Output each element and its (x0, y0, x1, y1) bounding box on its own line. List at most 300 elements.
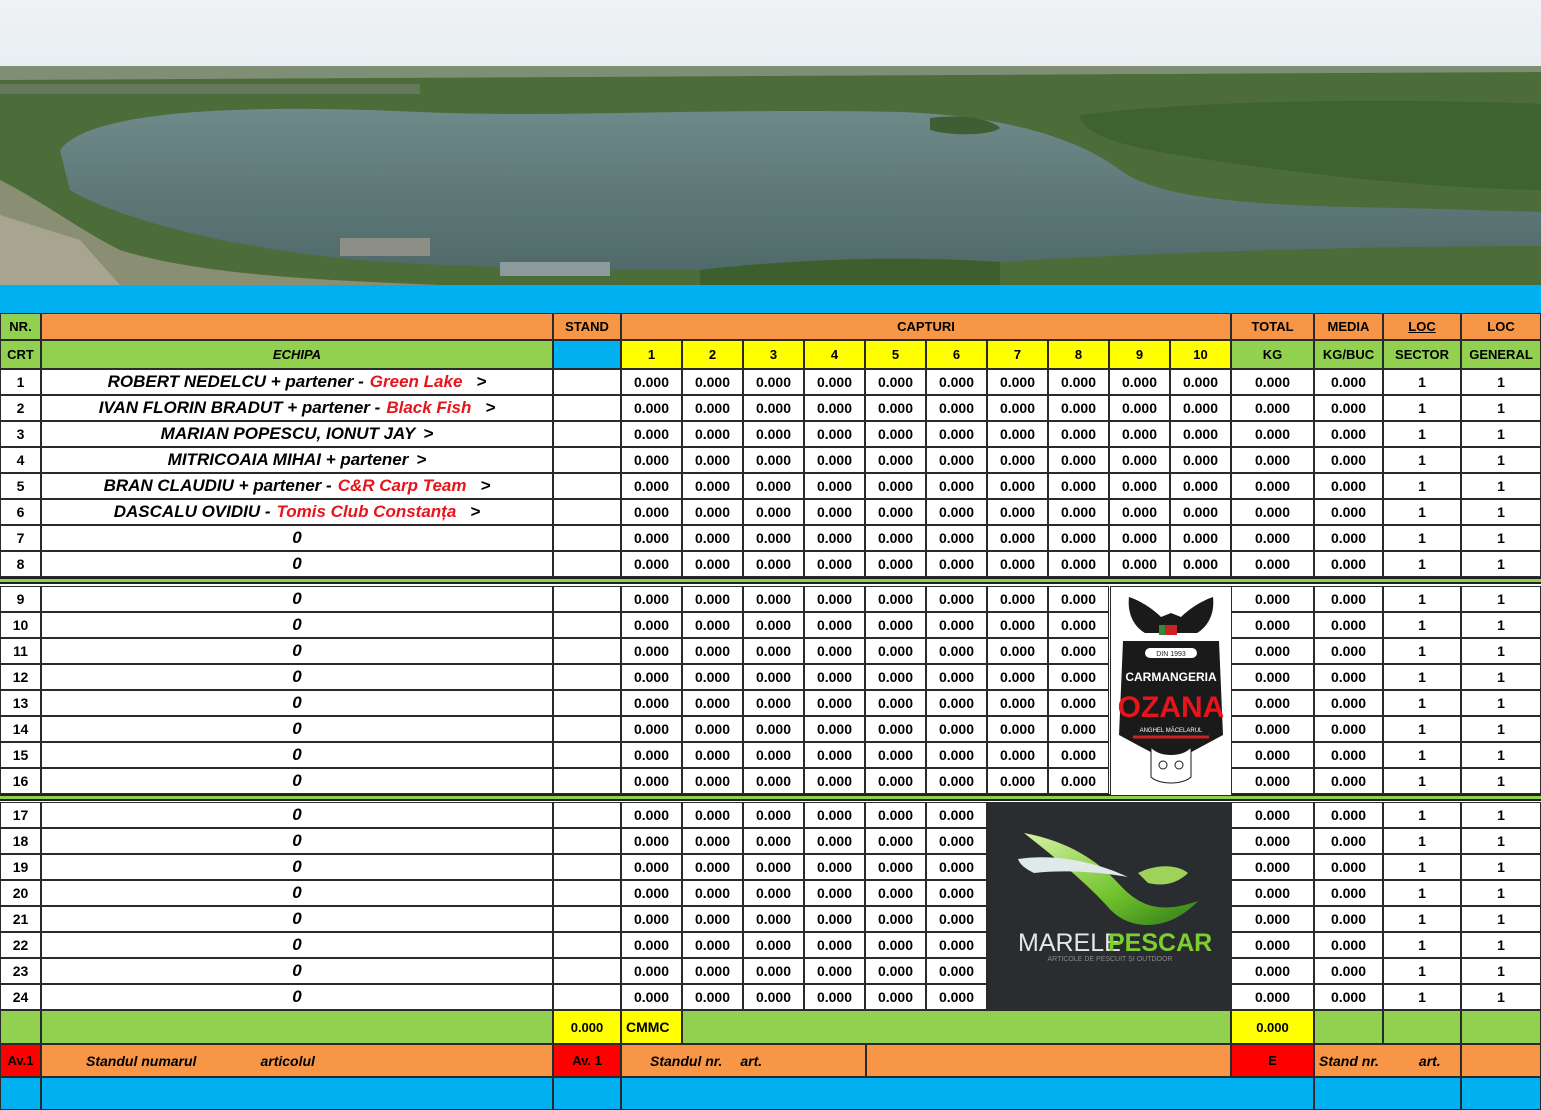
capture-cell[interactable]: 0.000 (865, 586, 926, 612)
capture-cell[interactable]: 0.000 (743, 854, 804, 880)
capture-cell[interactable]: 0.000 (865, 690, 926, 716)
capture-cell[interactable]: 0.000 (804, 395, 865, 421)
team-name-cell[interactable] (41, 638, 553, 664)
capture-cell[interactable]: 0.000 (865, 525, 926, 551)
team-name-cell[interactable] (41, 473, 553, 499)
capture-cell[interactable]: 0.000 (926, 716, 987, 742)
team-name-cell[interactable] (41, 421, 553, 447)
capture-cell[interactable]: 0.000 (865, 499, 926, 525)
team-name-cell[interactable] (41, 447, 553, 473)
capture-cell[interactable]: 0.000 (621, 802, 682, 828)
total-kg-cell: 0.000 (1231, 854, 1314, 880)
capture-cell[interactable]: 0.000 (682, 690, 743, 716)
capture-cell[interactable]: 0.000 (682, 958, 743, 984)
capture-cell[interactable]: 0.000 (1109, 369, 1170, 395)
capture-cell[interactable]: 0.000 (865, 716, 926, 742)
row-nr: 3 (0, 421, 41, 447)
capture-cell[interactable]: 0.000 (682, 932, 743, 958)
capture-cell[interactable]: 0.000 (621, 369, 682, 395)
team-name-cell[interactable] (41, 958, 553, 984)
capture-cell[interactable]: 0.000 (987, 638, 1048, 664)
loc-sector-cell: 1 (1383, 690, 1461, 716)
stand-cell[interactable] (553, 473, 621, 499)
stand-cell[interactable] (553, 690, 621, 716)
capture-cell[interactable]: 0.000 (743, 421, 804, 447)
team-name: 0 (292, 745, 302, 764)
capture-cell[interactable]: 0.000 (926, 369, 987, 395)
team-name-cell[interactable] (41, 395, 553, 421)
stand-cell[interactable] (553, 742, 621, 768)
team-arrow: > (416, 450, 427, 469)
total-kg-cell: 0.000 (1231, 395, 1314, 421)
capture-cell[interactable]: 0.000 (621, 742, 682, 768)
media-cell: 0.000 (1314, 664, 1383, 690)
capture-cell[interactable]: 0.000 (926, 612, 987, 638)
capture-cell[interactable]: 0.000 (926, 854, 987, 880)
capture-cell[interactable]: 0.000 (621, 768, 682, 794)
capture-cell[interactable]: 0.000 (804, 742, 865, 768)
stand-cell[interactable] (553, 958, 621, 984)
team-name-cell[interactable] (41, 369, 553, 395)
stand-cell[interactable] (553, 586, 621, 612)
stand-cell[interactable] (553, 664, 621, 690)
team-name-cell[interactable] (41, 768, 553, 794)
team-name-cell[interactable] (41, 586, 553, 612)
capture-cell[interactable]: 0.000 (926, 447, 987, 473)
capture-cell[interactable]: 0.000 (804, 473, 865, 499)
capture-cell[interactable]: 0.000 (743, 828, 804, 854)
capture-cell[interactable]: 0.000 (804, 854, 865, 880)
footer-green-b (41, 1010, 553, 1044)
capture-cell[interactable]: 0.000 (682, 716, 743, 742)
carmangeria-tagline: ANGHEL MĂCELARUL (1139, 728, 1203, 734)
capture-cell[interactable]: 0.000 (865, 421, 926, 447)
header-kg-buc: KG/BUC (1314, 340, 1383, 369)
stand-cell[interactable] (553, 802, 621, 828)
capture-cell[interactable]: 0.000 (1170, 421, 1231, 447)
capture-cell[interactable]: 0.000 (865, 664, 926, 690)
capture-cell[interactable]: 0.000 (1048, 742, 1109, 768)
capture-cell[interactable]: 0.000 (987, 690, 1048, 716)
art-label: art. (740, 1052, 763, 1069)
capture-cell[interactable]: 0.000 (1048, 473, 1109, 499)
stand-cell[interactable] (553, 984, 621, 1010)
capture-cell[interactable]: 0.000 (804, 586, 865, 612)
capture-cell[interactable]: 0.000 (1048, 768, 1109, 794)
capture-cell[interactable]: 0.000 (987, 612, 1048, 638)
capture-cell[interactable]: 0.000 (926, 880, 987, 906)
capture-cell[interactable]: 0.000 (804, 421, 865, 447)
capture-cell[interactable]: 0.000 (926, 768, 987, 794)
capture-cell[interactable]: 0.000 (987, 551, 1048, 577)
header-total: TOTAL (1231, 313, 1314, 340)
stand-cell[interactable] (553, 932, 621, 958)
team-name: 0 (292, 667, 302, 686)
media-cell: 0.000 (1314, 854, 1383, 880)
capture-cell[interactable]: 0.000 (621, 586, 682, 612)
capture-cell[interactable]: 0.000 (987, 525, 1048, 551)
capture-cell[interactable]: 0.000 (682, 742, 743, 768)
header-capturi: CAPTURI (621, 313, 1231, 340)
capture-cell[interactable]: 0.000 (621, 395, 682, 421)
capture-cell[interactable]: 0.000 (1109, 473, 1170, 499)
capture-cell[interactable]: 0.000 (743, 447, 804, 473)
capture-cell[interactable]: 0.000 (621, 421, 682, 447)
capture-cell[interactable]: 0.000 (1109, 447, 1170, 473)
capture-cell[interactable]: 0.000 (682, 395, 743, 421)
team-name-cell[interactable] (41, 906, 553, 932)
team-name-cell[interactable] (41, 932, 553, 958)
capture-cell[interactable]: 0.000 (804, 499, 865, 525)
capture-cell[interactable]: 0.000 (743, 473, 804, 499)
team-name-cell[interactable] (41, 664, 553, 690)
capture-cell[interactable]: 0.000 (865, 395, 926, 421)
team-name: MARIAN POPESCU, IONUT JAY (160, 424, 416, 443)
media-cell: 0.000 (1314, 768, 1383, 794)
capture-cell[interactable]: 0.000 (743, 932, 804, 958)
capture-cell[interactable]: 0.000 (926, 828, 987, 854)
capture-cell[interactable]: 0.000 (1048, 525, 1109, 551)
capture-cell[interactable]: 0.000 (865, 880, 926, 906)
stand-cell[interactable] (553, 906, 621, 932)
capture-cell[interactable]: 0.000 (865, 742, 926, 768)
capture-cell[interactable]: 0.000 (1170, 551, 1231, 577)
capture-cell[interactable]: 0.000 (743, 395, 804, 421)
capture-cell[interactable]: 0.000 (621, 499, 682, 525)
capture-cell[interactable]: 0.000 (682, 880, 743, 906)
capture-cell[interactable]: 0.000 (987, 395, 1048, 421)
team-name-cell[interactable] (41, 525, 553, 551)
team-name-cell[interactable] (41, 802, 553, 828)
capture-cell[interactable]: 0.000 (1048, 447, 1109, 473)
capture-cell[interactable]: 0.000 (926, 395, 987, 421)
team-name: 0 (292, 987, 302, 1006)
capture-cell[interactable]: 0.000 (1048, 499, 1109, 525)
capture-cell[interactable]: 0.000 (621, 880, 682, 906)
capture-cell[interactable]: 0.000 (1109, 551, 1170, 577)
capture-cell[interactable]: 0.000 (865, 854, 926, 880)
capture-cell[interactable]: 0.000 (743, 716, 804, 742)
capture-cell[interactable]: 0.000 (865, 984, 926, 1010)
loc-general-cell: 1 (1461, 499, 1541, 525)
footer-green-d (1314, 1010, 1383, 1044)
capture-cell[interactable]: 0.000 (804, 447, 865, 473)
loc-sector-cell: 1 (1383, 932, 1461, 958)
total-kg-cell: 0.000 (1231, 664, 1314, 690)
team-name-cell[interactable] (41, 828, 553, 854)
capture-cell[interactable]: 0.000 (865, 932, 926, 958)
media-cell: 0.000 (1314, 880, 1383, 906)
capture-cell[interactable]: 0.000 (987, 369, 1048, 395)
stand-cell[interactable] (553, 369, 621, 395)
capture-cell[interactable]: 0.000 (1109, 525, 1170, 551)
team-club: Tomis Club Constanța (276, 502, 457, 521)
capture-cell[interactable]: 0.000 (1109, 421, 1170, 447)
team-name: 0 (292, 883, 302, 902)
capture-cell[interactable]: 0.000 (682, 638, 743, 664)
capture-cell[interactable]: 0.000 (682, 499, 743, 525)
capture-cell[interactable]: 0.000 (865, 828, 926, 854)
loc-general-cell: 1 (1461, 742, 1541, 768)
footer-total: 0.000 (1231, 1010, 1314, 1044)
total-kg-cell: 0.000 (1231, 369, 1314, 395)
capture-cell[interactable]: 0.000 (621, 958, 682, 984)
capture-cell[interactable]: 0.000 (865, 906, 926, 932)
stand-cell[interactable] (553, 828, 621, 854)
capture-cell[interactable]: 0.000 (926, 586, 987, 612)
capture-cell[interactable]: 0.000 (804, 369, 865, 395)
capture-cell[interactable]: 0.000 (926, 958, 987, 984)
capture-cell[interactable]: 0.000 (743, 984, 804, 1010)
capture-cell[interactable]: 0.000 (804, 525, 865, 551)
capture-cell[interactable]: 0.000 (865, 612, 926, 638)
capture-cell[interactable]: 0.000 (987, 447, 1048, 473)
capture-cell[interactable]: 0.000 (1109, 395, 1170, 421)
capture-cell[interactable]: 0.000 (1048, 716, 1109, 742)
stand-cell[interactable] (553, 854, 621, 880)
capture-cell[interactable]: 0.000 (926, 664, 987, 690)
capture-cell[interactable]: 0.000 (804, 664, 865, 690)
capture-cell[interactable]: 0.000 (987, 586, 1048, 612)
capture-cell[interactable]: 0.000 (621, 828, 682, 854)
capture-cell[interactable]: 0.000 (804, 690, 865, 716)
capture-cell[interactable]: 0.000 (682, 421, 743, 447)
loc-general-cell: 1 (1461, 716, 1541, 742)
capture-cell[interactable]: 0.000 (926, 638, 987, 664)
capture-cell[interactable]: 0.000 (865, 958, 926, 984)
capture-cell[interactable]: 0.000 (1170, 525, 1231, 551)
stand-nr-label: Stand nr. (1319, 1052, 1379, 1069)
capture-cell[interactable]: 0.000 (804, 612, 865, 638)
capture-cell[interactable]: 0.000 (621, 612, 682, 638)
loc-general-cell: 1 (1461, 612, 1541, 638)
row-nr: 15 (0, 742, 41, 768)
capture-cell[interactable]: 0.000 (682, 473, 743, 499)
capture-cell[interactable]: 0.000 (621, 690, 682, 716)
loc-sector-cell: 1 (1383, 638, 1461, 664)
team-name-cell[interactable] (41, 984, 553, 1010)
capture-cell[interactable]: 0.000 (1048, 664, 1109, 690)
loc-general-cell: 1 (1461, 638, 1541, 664)
capture-cell[interactable]: 0.000 (621, 984, 682, 1010)
capture-cell[interactable]: 0.000 (682, 664, 743, 690)
stand-cell[interactable] (553, 525, 621, 551)
stand-cell[interactable] (553, 395, 621, 421)
capture-cell[interactable]: 0.000 (926, 690, 987, 716)
capture-cell[interactable]: 0.000 (926, 473, 987, 499)
capture-cell[interactable]: 0.000 (926, 984, 987, 1010)
stand-cell[interactable] (553, 768, 621, 794)
capture-cell[interactable]: 0.000 (865, 447, 926, 473)
capture-cell[interactable]: 0.000 (682, 551, 743, 577)
capture-cell[interactable]: 0.000 (865, 638, 926, 664)
capture-cell[interactable]: 0.000 (621, 473, 682, 499)
capture-cell[interactable]: 0.000 (804, 958, 865, 984)
capture-cell[interactable]: 0.000 (926, 742, 987, 768)
capture-cell[interactable]: 0.000 (1170, 447, 1231, 473)
capture-cell[interactable]: 0.000 (743, 499, 804, 525)
capture-cell[interactable]: 0.000 (1048, 690, 1109, 716)
sector-separator (0, 577, 1541, 584)
capture-cell[interactable]: 0.000 (743, 802, 804, 828)
capture-cell[interactable]: 0.000 (682, 447, 743, 473)
capture-cell[interactable]: 0.000 (743, 612, 804, 638)
total-kg-cell: 0.000 (1231, 551, 1314, 577)
capture-cell[interactable]: 0.000 (804, 716, 865, 742)
capture-cell[interactable]: 0.000 (682, 612, 743, 638)
footer-orange-blank (866, 1044, 1231, 1077)
capture-cell[interactable]: 0.000 (621, 932, 682, 958)
capture-cell[interactable]: 0.000 (743, 958, 804, 984)
capture-cell[interactable]: 0.000 (804, 906, 865, 932)
loc-general-cell: 1 (1461, 664, 1541, 690)
stand-cell[interactable] (553, 612, 621, 638)
team-name-cell[interactable] (41, 551, 553, 577)
capture-cell[interactable]: 0.000 (1170, 499, 1231, 525)
team-name: 0 (292, 771, 302, 790)
capture-cell[interactable]: 0.000 (743, 369, 804, 395)
capture-cell[interactable]: 0.000 (865, 369, 926, 395)
capture-cell[interactable]: 0.000 (804, 638, 865, 664)
capture-cell[interactable]: 0.000 (682, 369, 743, 395)
capture-cell[interactable]: 0.000 (926, 906, 987, 932)
capture-cell[interactable]: 0.000 (743, 880, 804, 906)
stand-cell[interactable] (553, 499, 621, 525)
team-name-cell[interactable] (41, 742, 553, 768)
stand-cell[interactable] (553, 447, 621, 473)
stand-cell[interactable] (553, 551, 621, 577)
media-cell: 0.000 (1314, 525, 1383, 551)
capture-cell[interactable]: 0.000 (682, 768, 743, 794)
team-name-cell[interactable] (41, 612, 553, 638)
capture-cell[interactable]: 0.000 (682, 586, 743, 612)
capture-cell[interactable]: 0.000 (621, 716, 682, 742)
total-kg-cell: 0.000 (1231, 473, 1314, 499)
capture-cell[interactable]: 0.000 (987, 421, 1048, 447)
capture-cell[interactable]: 0.000 (804, 984, 865, 1010)
capture-cell[interactable]: 0.000 (682, 525, 743, 551)
capture-cell[interactable]: 0.000 (621, 638, 682, 664)
capture-cell[interactable]: 0.000 (1109, 499, 1170, 525)
loc-sector-cell: 1 (1383, 369, 1461, 395)
capture-cell[interactable]: 0.000 (1048, 395, 1109, 421)
stand-cell[interactable] (553, 638, 621, 664)
capture-cell[interactable]: 0.000 (621, 525, 682, 551)
carmangeria-name2: OZANA (1117, 691, 1225, 724)
capture-cell[interactable]: 0.000 (621, 664, 682, 690)
capture-cell[interactable]: 0.000 (987, 716, 1048, 742)
total-kg-cell: 0.000 (1231, 421, 1314, 447)
stand-cell[interactable] (553, 421, 621, 447)
capture-cell[interactable]: 0.000 (621, 447, 682, 473)
media-cell: 0.000 (1314, 828, 1383, 854)
capture-cell[interactable]: 0.000 (682, 906, 743, 932)
footer-blue-d (621, 1077, 1314, 1110)
capture-cell[interactable]: 0.000 (865, 768, 926, 794)
capture-cell[interactable]: 0.000 (743, 906, 804, 932)
capture-cell[interactable]: 0.000 (1170, 473, 1231, 499)
capture-cell[interactable]: 0.000 (1170, 369, 1231, 395)
capture-cell[interactable]: 0.000 (621, 551, 682, 577)
capture-cell[interactable]: 0.000 (804, 768, 865, 794)
row-nr: 18 (0, 828, 41, 854)
capture-cell[interactable]: 0.000 (804, 932, 865, 958)
stand-cell[interactable] (553, 880, 621, 906)
row-nr: 23 (0, 958, 41, 984)
capture-cell[interactable]: 0.000 (743, 586, 804, 612)
capture-cell[interactable]: 0.000 (743, 525, 804, 551)
capture-cell[interactable]: 0.000 (926, 932, 987, 958)
capture-cell[interactable]: 0.000 (926, 499, 987, 525)
team-name: 0 (292, 589, 302, 608)
capture-cell[interactable]: 0.000 (865, 551, 926, 577)
row-nr: 9 (0, 586, 41, 612)
capture-cell[interactable]: 0.000 (804, 802, 865, 828)
capture-cell[interactable]: 0.000 (1048, 612, 1109, 638)
header-stand-blank (553, 340, 621, 369)
capture-cell[interactable]: 0.000 (621, 854, 682, 880)
capture-cell[interactable]: 0.000 (1048, 369, 1109, 395)
header-capture-col: 2 (682, 340, 743, 369)
capture-cell[interactable]: 0.000 (743, 551, 804, 577)
capture-cell[interactable]: 0.000 (682, 802, 743, 828)
capture-cell[interactable]: 0.000 (804, 880, 865, 906)
capture-cell[interactable]: 0.000 (926, 802, 987, 828)
capture-cell[interactable]: 0.000 (804, 551, 865, 577)
capture-cell[interactable]: 0.000 (743, 742, 804, 768)
capture-cell[interactable]: 0.000 (743, 638, 804, 664)
capture-cell[interactable]: 0.000 (621, 906, 682, 932)
capture-cell[interactable]: 0.000 (926, 525, 987, 551)
capture-cell[interactable]: 0.000 (743, 664, 804, 690)
team-name-cell[interactable] (41, 880, 553, 906)
capture-cell[interactable]: 0.000 (682, 828, 743, 854)
capture-cell[interactable]: 0.000 (743, 690, 804, 716)
capture-cell[interactable]: 0.000 (804, 828, 865, 854)
team-name-cell[interactable] (41, 690, 553, 716)
carmangeria-name1: CARMANGERIA (1125, 670, 1217, 684)
loc-general-cell: 1 (1461, 690, 1541, 716)
av1-mid: Av. 1 (553, 1044, 621, 1077)
team-name-cell[interactable] (41, 499, 553, 525)
capture-cell[interactable]: 0.000 (987, 473, 1048, 499)
capture-cell[interactable]: 0.000 (1048, 586, 1109, 612)
capture-cell[interactable]: 0.000 (1048, 421, 1109, 447)
capture-cell[interactable]: 0.000 (1048, 551, 1109, 577)
capture-cell[interactable]: 0.000 (987, 742, 1048, 768)
capture-cell[interactable]: 0.000 (865, 802, 926, 828)
capture-cell[interactable]: 0.000 (926, 551, 987, 577)
footer-green-a (0, 1010, 41, 1044)
team-name: 0 (292, 693, 302, 712)
capture-cell[interactable]: 0.000 (987, 664, 1048, 690)
capture-cell[interactable]: 0.000 (987, 768, 1048, 794)
capture-cell[interactable]: 0.000 (682, 854, 743, 880)
capture-cell[interactable]: 0.000 (987, 499, 1048, 525)
capture-cell[interactable]: 0.000 (682, 984, 743, 1010)
team-name-cell[interactable] (41, 716, 553, 742)
capture-cell[interactable]: 0.000 (1170, 395, 1231, 421)
capture-cell[interactable]: 0.000 (1048, 638, 1109, 664)
loc-sector-cell: 1 (1383, 828, 1461, 854)
loc-general-cell: 1 (1461, 421, 1541, 447)
capture-cell[interactable]: 0.000 (743, 768, 804, 794)
team-name-cell[interactable] (41, 854, 553, 880)
capture-cell[interactable]: 0.000 (926, 421, 987, 447)
stand-cell[interactable] (553, 716, 621, 742)
footer-green-c (682, 1010, 1231, 1044)
capture-cell[interactable]: 0.000 (865, 473, 926, 499)
